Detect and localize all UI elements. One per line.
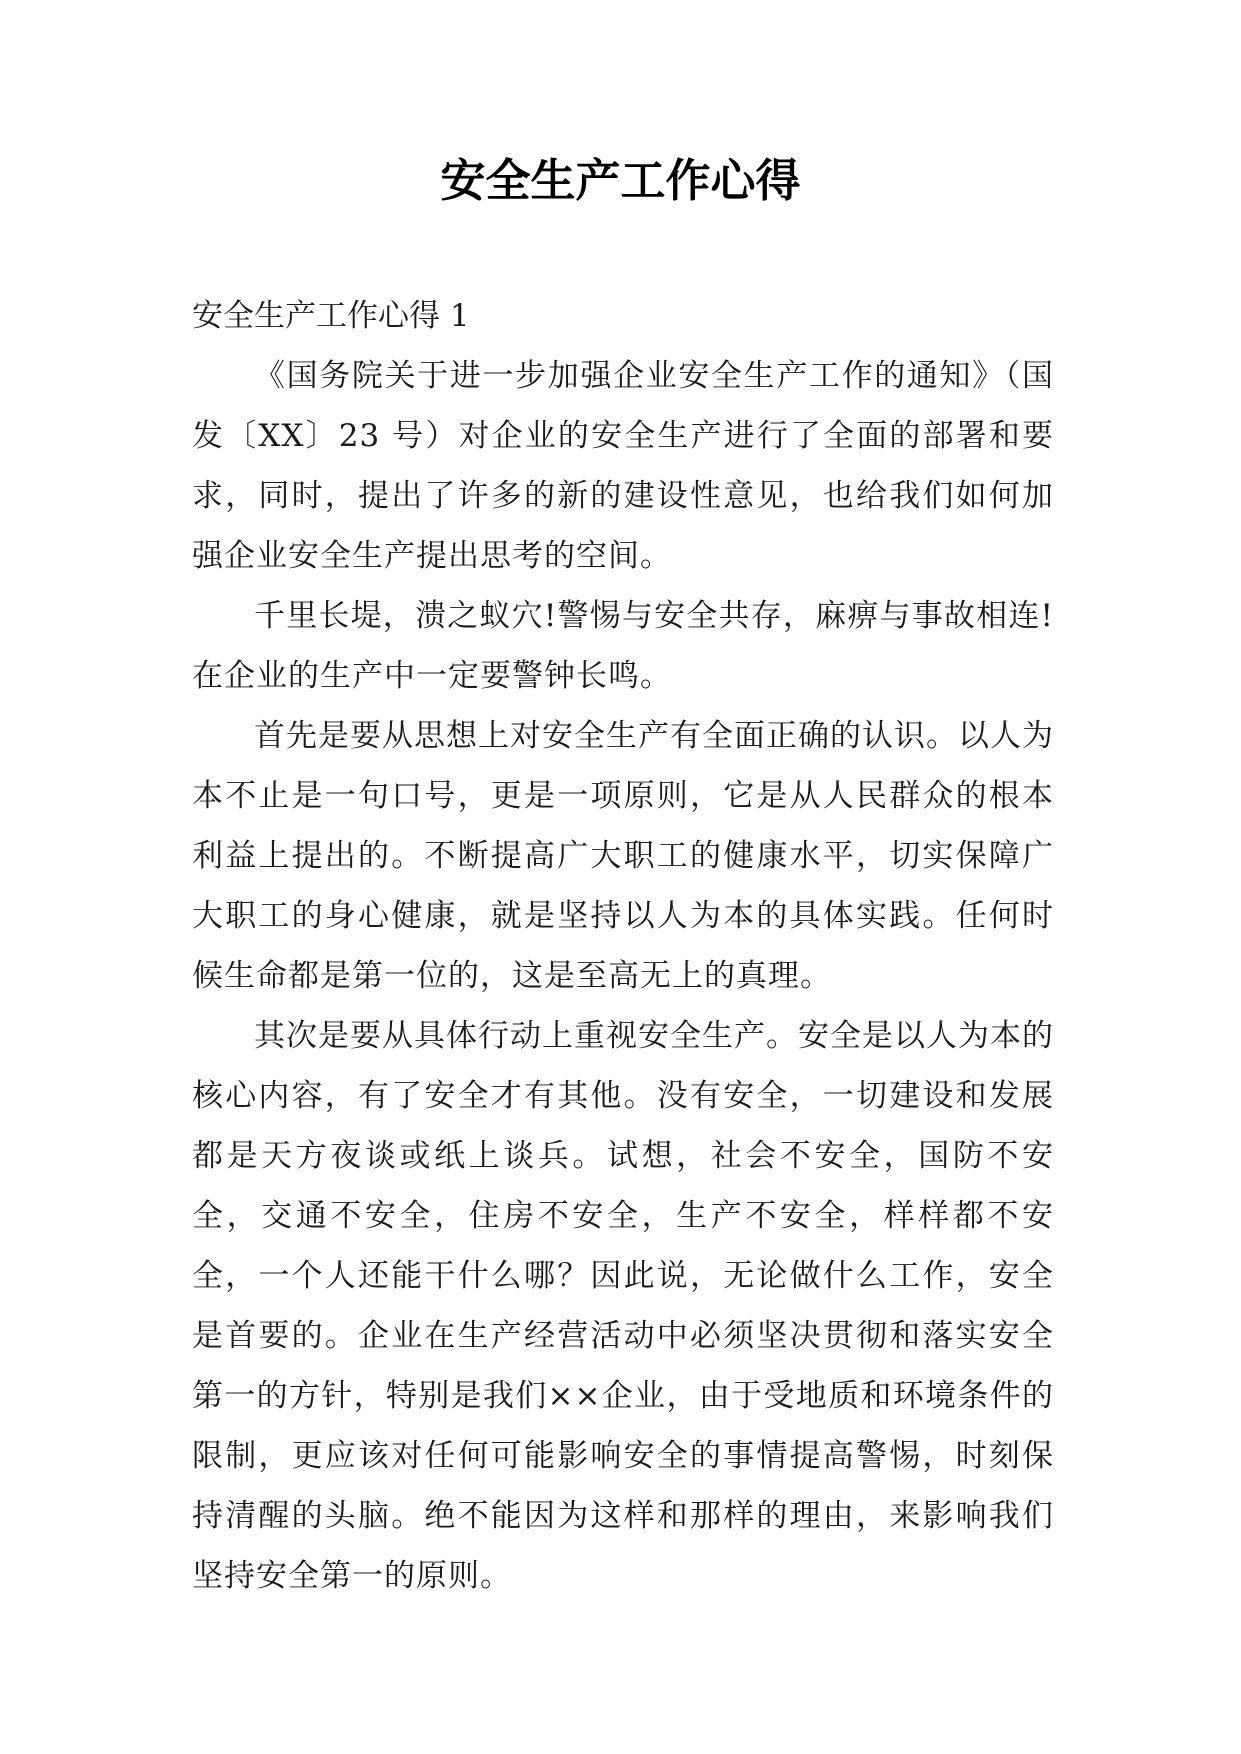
paragraph: 其次是要从具体行动上重视安全生产。安全是以人为本的核心内容，有了安全才有其他。没有安全，一切建设和发展都是天方夜谈或纸上谈兵。试想，社会不安全，国防不安全，交通不安全，住房不安全，生产不安全，样样都不安全，一个人还能干什么哪？因此说，无论做什么工作，安全是首要的。企业在生产经营活动中必须坚决贯彻和落实安全第一的方针，特别是我们××企业，由于受地质和环境条件的限制，更应该对任何可能影响安全的事情提高警惕，时刻保持清醒的头脑。绝不能因为这样和那样的理由，来影响我们坚持安全第一的原则。 [192,1018,1054,1594]
paragraph: 《国务院关于进一步加强企业安全生产工作的通知》（国发〔XX〕23 号）对企业的安全生产进行了全面的部署和要求，同时，提出了许多的新的建设性意见，也给我们如何加强企业安全生产提出思考的空间。 [192,358,1054,574]
document-title: 安全生产工作心得 [440,154,801,207]
section-heading: 安全生产工作心得 1 [192,298,470,334]
paragraph: 千里长堤，溃之蚁穴!警惕与安全共存，麻痹与事故相连!在企业的生产中一定要警钟长鸣。 [192,598,1054,694]
paragraph: 首先是要从思想上对安全生产有全面正确的认识。以人为本不止是一句口号，更是一项原则，它是从人民群众的根本利益上提出的。不断提高广大职工的健康水平，切实保障广大职工的身心健康，就是坚持以人为本的具体实践。任何时候生命都是第一位的，这是至高无上的真理。 [192,718,1054,994]
document-body [192,286,1054,1606]
